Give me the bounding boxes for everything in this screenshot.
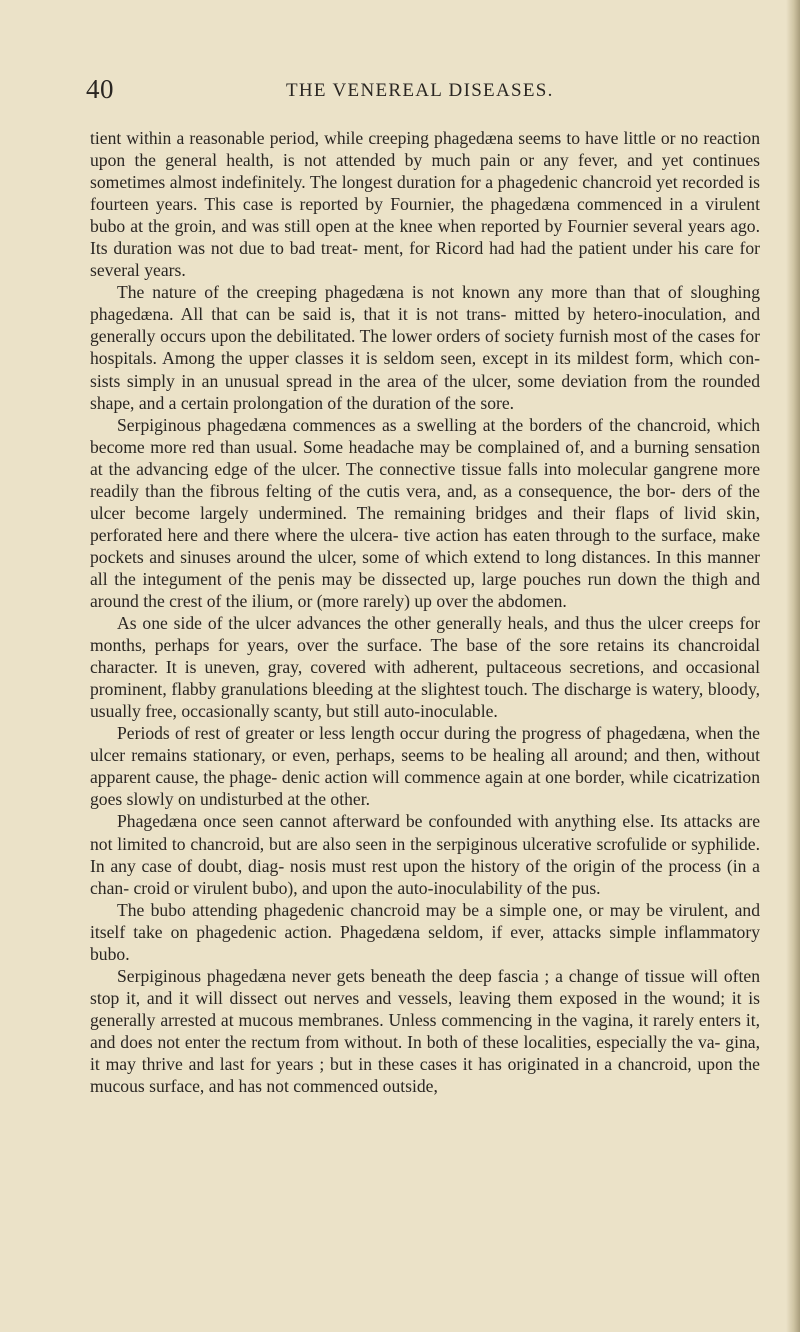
running-head <box>86 74 758 104</box>
body-text <box>90 127 760 1097</box>
paragraph-ulcer-advance: As one side of the ulcer advances the other generally heals, and thus the ulcer creeps for months, perhaps for years, over the surface. The base of the sore retains its chancroidal character. It is uneven, gray, covered with adherent, pultaceous secretions, and occasional prominent, flabby granulations bleeding at the slightest touch. The discharge is watery, bloody, usually free, occasionally scanty, but still auto-inoculable. <box>90 613 760 722</box>
paragraph-periods-of-rest: Periods of rest of greater or less length occur during the progress of phagedæna, when the ulcer remains stationary, or even, perhaps, seems to be healing all around; and then, without apparent cause, the phage- denic action will commence again at one border, while cicatrization goes slowly on undisturbed at the other. <box>90 723 760 810</box>
paragraph-deep-fascia: Serpiginous phagedæna never gets beneath the deep fascia ; a change of tissue will often stop it, and it will dissect out nerves and vessels, leaving them exposed in the wound; it is generally arrested at mucous membranes. Unless commencing in the vagina, it rarely enters it, and does not enter the rectum from without. In both of these localities, especially the va- gina, it may thrive and last for years ; but in these cases it has originated in a chancroid, upon the mucous surface, and has not commenced outside, <box>90 965 760 1097</box>
running-title: THE VENEREAL DISEASES. <box>286 80 554 101</box>
page-number: 40 <box>86 74 114 104</box>
page-edge-shadow <box>786 0 800 1332</box>
paragraph-diagnosis: Phagedæna once seen cannot afterward be confounded with anything else. Its attacks are not limited to chancroid, but are also seen in the serpiginous ulcerative scrofulide or syphilide. In any case of doubt, diag- nosis must rest upon the history of the origin of the process (in a chan- croid or virulent bubo), and upon the auto-inoculability of the pus. <box>90 811 760 898</box>
paragraph-continuation: tient within a reasonable period, while creeping phagedæna seems to have little or no reaction upon the general health, is not attended by much pain or any fever, and yet continues sometimes almost indefinitely. The longest duration for a phagedenic chancroid yet recorded is fourteen years. This case is reported by Fournier, the phagedæna commenced in a virulent bubo at the groin, and was still open at the knee when reported by Fournier several years ago. Its duration was not due to bad treat- ment, for Ricord had had the patient under his care for several years. <box>90 128 760 281</box>
paragraph-bubo: The bubo attending phagedenic chancroid may be a simple one, or may be virulent, and itself take on phagedenic action. Phagedæna seldom, if ever, attacks simple inflammatory bubo. <box>90 899 760 964</box>
paragraph-serpiginous-onset: Serpiginous phagedæna commences as a swelling at the borders of the chancroid, which become more red than usual. Some headache may be complained of, and a burning sensation at the advancing edge of the ulcer. The connective tissue falls into molecular gangrene more readily than the fibrous felting of the cutis vera, and, as a consequence, the bor- ders of the ulcer become largely undermined. The remaining bridges and their flaps of livid skin, perforated here and there where the ulcera- tive action has eaten through to the surface, make pockets and sinuses around the ulcer, some of which extend to long distances. In this manner all the integument of the penis may be dissected up, large pouches run down the thigh and around the crest of the ilium, or (more rarely) up over the abdomen. <box>90 414 760 611</box>
paragraph-nature-of-creeping-phagedaena: The nature of the creeping phagedæna is not known any more than that of sloughing phagedæna. All that can be said is, that it is not trans- mitted by hetero-inoculation, and generally occurs upon the debilitated. The lower orders of society furnish most of the cases for hospitals. Among the upper classes it is seldom seen, except in its mildest form, which con- sists simply in an unusual spread in the area of the ulcer, some deviation from the rounded shape, and a certain prolongation of the duration of the sore. <box>90 282 760 413</box>
